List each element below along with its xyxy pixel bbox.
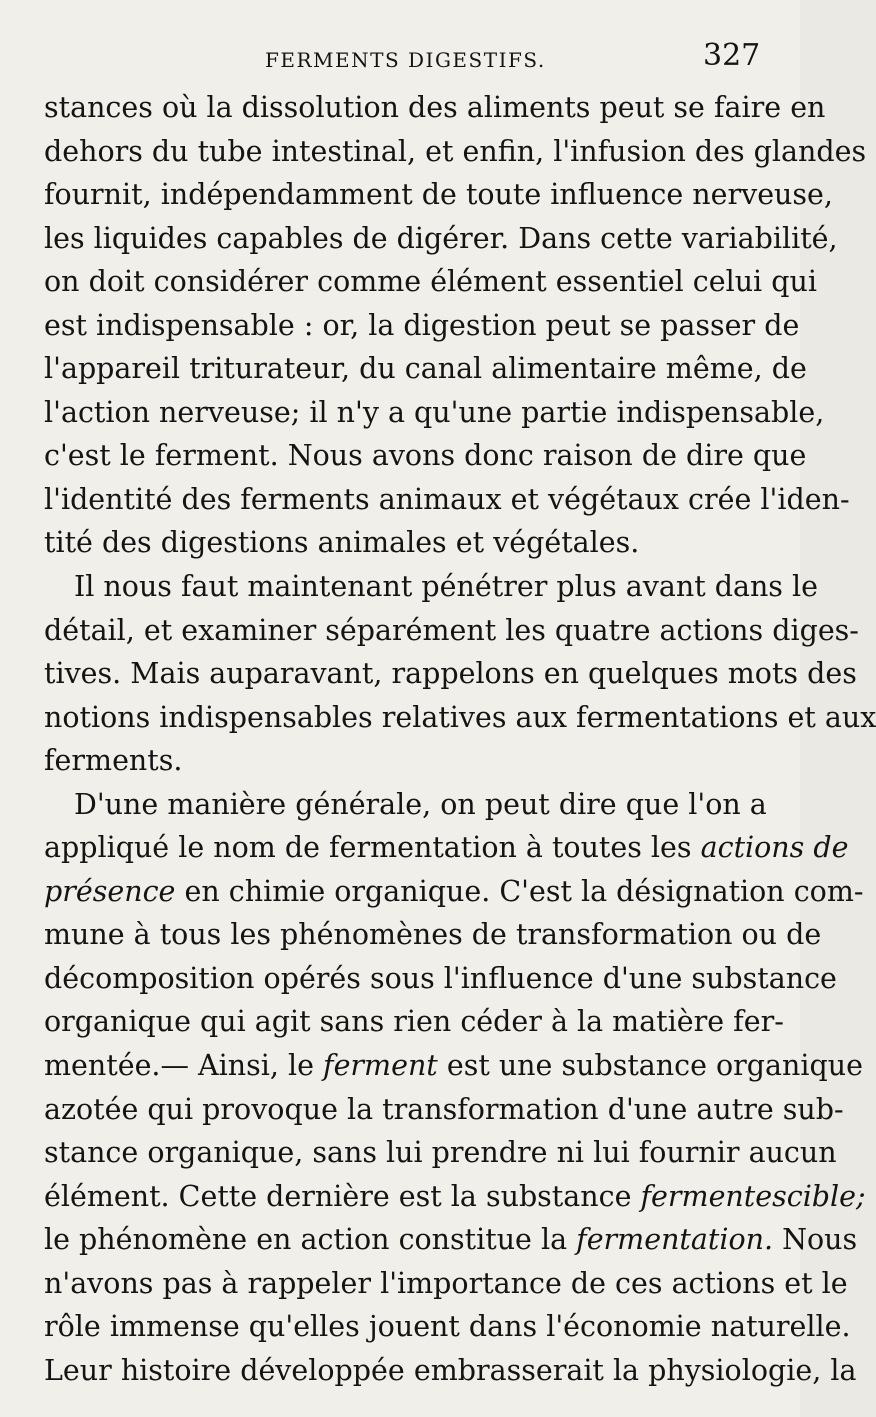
text-line	[44, 434, 807, 478]
text-line	[44, 130, 867, 174]
text-line	[44, 478, 850, 522]
text-line	[44, 913, 822, 957]
text-segment: stance organique, sans lui prendre ni lui fournir aucun	[44, 1136, 837, 1170]
text-line	[44, 1305, 851, 1349]
italic-text: présence	[44, 874, 176, 908]
text-segment: n'avons pas à rappeler l'importance de ces actions et le	[44, 1266, 848, 1300]
page-number: 327	[703, 38, 761, 73]
text-line	[44, 1218, 858, 1262]
text-line	[44, 1262, 848, 1306]
text-segment: l'action nerveuse; il n'y a qu'une partie indispensable,	[44, 395, 825, 429]
text-segment: organique qui agit sans rien céder à la matière fer-	[44, 1005, 784, 1039]
text-segment: le phénomène en action constitue la	[44, 1223, 577, 1257]
text-segment: c'est le ferment. Nous avons donc raison de dire que	[44, 439, 807, 473]
text-segment: appliqué le nom de fermentation à toutes les	[44, 831, 701, 865]
text-segment: les liquides capables de digérer. Dans cette variabilité,	[44, 221, 838, 255]
italic-text: fermentescible;	[640, 1179, 866, 1213]
text-segment: tité des digestions animales et végétales.	[44, 526, 640, 560]
text-segment: l'identité des ferments animaux et végétaux crée l'iden-	[44, 482, 850, 516]
text-line	[44, 521, 760, 565]
text-line	[44, 86, 826, 130]
text-segment: stances où la dissolution des aliments peut se faire en	[44, 91, 826, 124]
running-head	[0, 38, 800, 78]
text-line	[44, 652, 857, 696]
text-line	[44, 260, 817, 304]
text-segment: notions indispensables relatives aux fermentations et aux	[44, 700, 876, 734]
text-line	[44, 1131, 837, 1175]
italic-text: fermentation.	[576, 1223, 774, 1257]
text-segment: on doit considérer comme élément essentiel celui qui	[44, 265, 817, 299]
text-line	[44, 1349, 857, 1393]
text-line	[44, 1175, 866, 1219]
text-line	[44, 783, 767, 827]
text-line	[44, 696, 876, 740]
text-line	[44, 739, 760, 783]
text-line	[44, 826, 849, 870]
text-line	[44, 609, 859, 653]
text-segment: rôle immense qu'elles jouent dans l'économie naturelle.	[44, 1310, 851, 1344]
text-segment: détail, et examiner séparément les quatre actions diges-	[44, 613, 859, 647]
italic-text: actions de	[700, 831, 849, 865]
text-segment: est une substance organique	[437, 1049, 863, 1083]
text-segment: Leur histoire développée embrasserait la physiologie, la	[44, 1353, 857, 1387]
running-title: FERMENTS DIGESTIFS.	[265, 48, 546, 72]
text-segment: fournit, indépendamment de toute influence nerveuse,	[44, 178, 833, 212]
text-segment: azotée qui provoque la transformation d'une autre sub-	[44, 1092, 844, 1126]
text-segment: ferments.	[44, 744, 183, 778]
body-text	[44, 86, 876, 1392]
text-line	[44, 304, 800, 348]
text-segment: est indispensable : or, la digestion peut se passer de	[44, 308, 800, 342]
text-line	[44, 217, 838, 261]
text-line	[44, 565, 818, 609]
text-segment: élément. Cette dernière est la substance	[44, 1179, 641, 1213]
text-line	[44, 1088, 844, 1132]
text-segment: tives. Mais auparavant, rappelons en quelques mots des	[44, 657, 857, 691]
text-line	[44, 1044, 863, 1088]
text-segment: D'une manière générale, on peut dire que l'on a	[74, 787, 767, 821]
italic-text: ferment	[323, 1049, 438, 1083]
text-segment: Nous	[773, 1223, 858, 1257]
text-line	[44, 1000, 784, 1044]
text-segment: Il nous faut maintenant pénétrer plus avant dans le	[74, 570, 818, 604]
text-segment: décomposition opérés sous l'influence d'une substance	[44, 961, 837, 995]
text-segment: mune à tous les phénomènes de transformation ou de	[44, 918, 822, 952]
text-segment: l'appareil triturateur, du canal alimentaire même, de	[44, 352, 807, 386]
text-line	[44, 173, 833, 217]
text-segment: dehors du tube intestinal, et enfin, l'infusion des glandes	[44, 134, 867, 168]
text-line	[44, 347, 807, 391]
text-segment: mentée.— Ainsi, le	[44, 1049, 324, 1083]
text-line	[44, 391, 825, 435]
text-segment: en chimie organique. C'est la désignation com-	[175, 874, 864, 908]
text-line	[44, 870, 864, 914]
text-line	[44, 957, 837, 1001]
